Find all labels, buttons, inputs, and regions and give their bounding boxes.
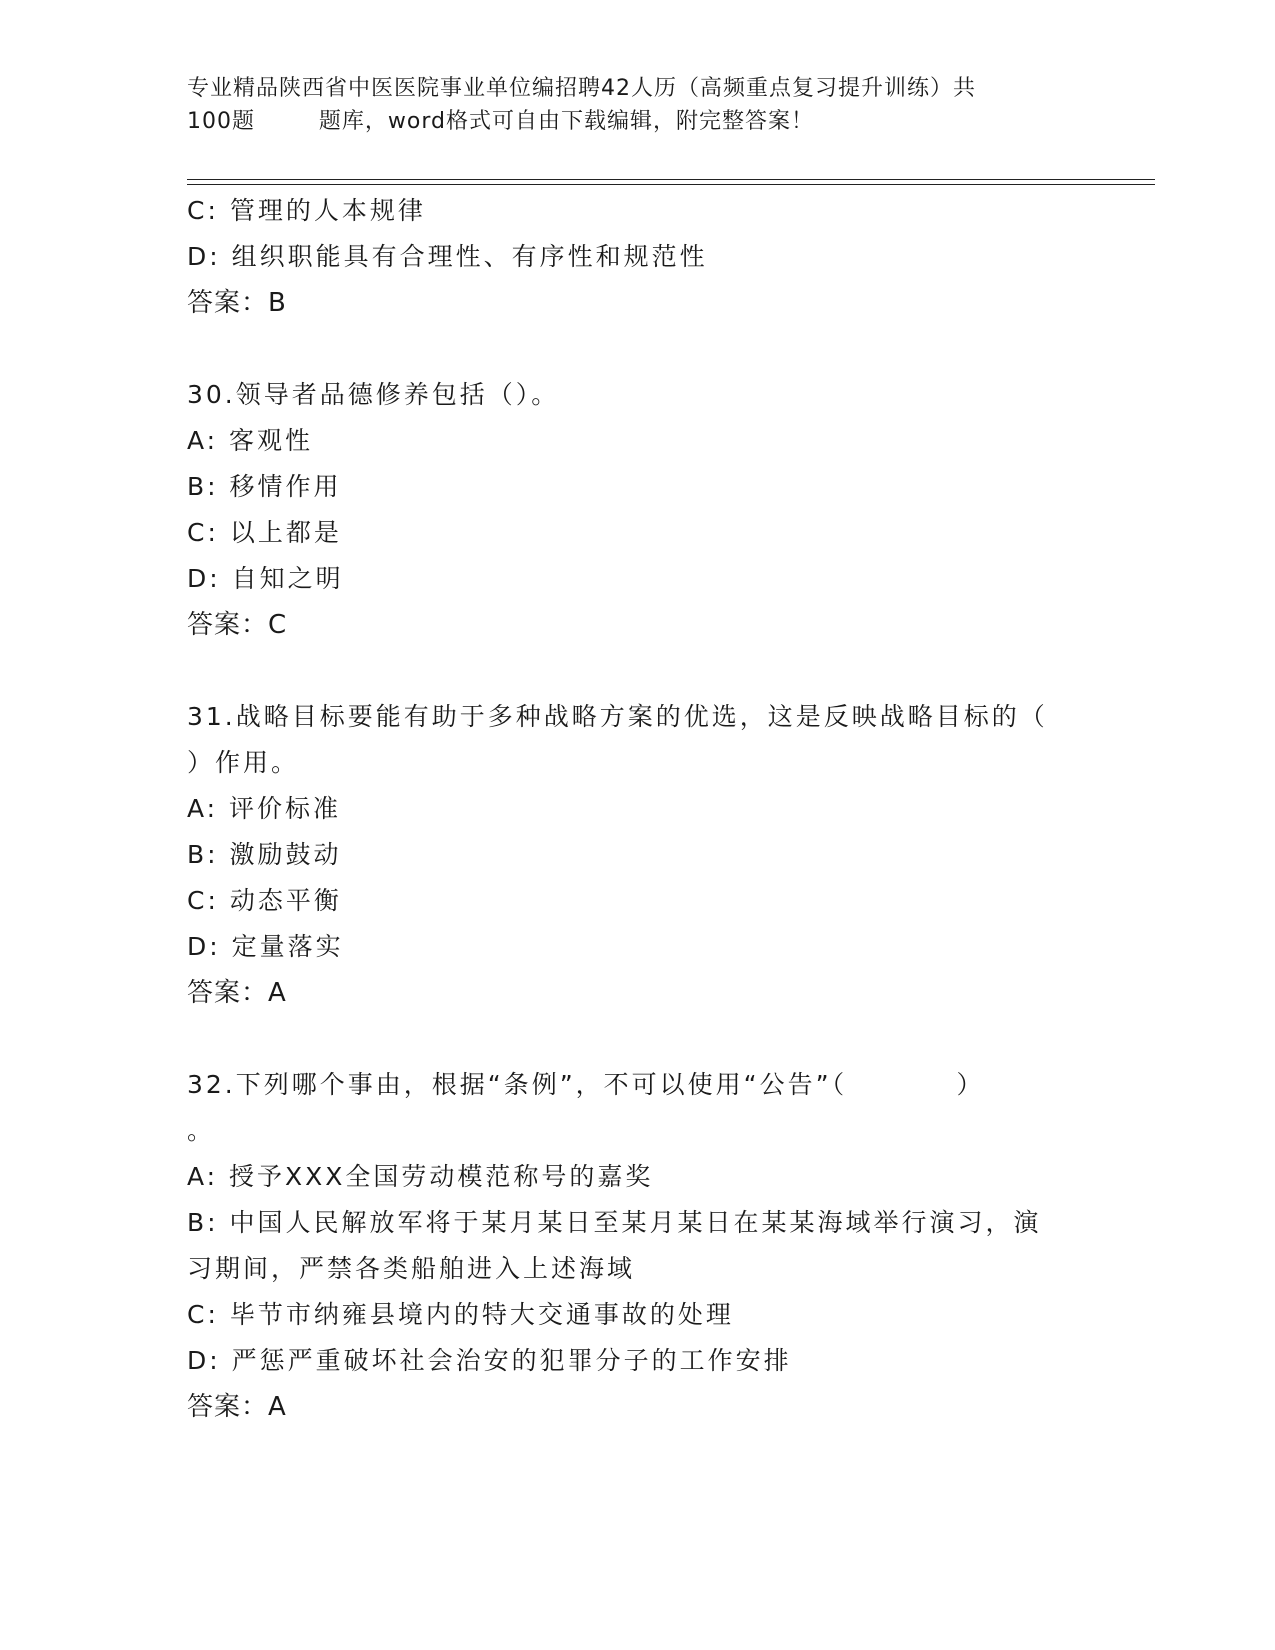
option-c: C: 管理的人本规律: [187, 196, 426, 225]
answer-line: 答案：A: [187, 1392, 287, 1422]
answer-line: 答案：A: [187, 978, 287, 1008]
option-a: A: 授予XXX全国劳动模范称号的嘉奖: [187, 1162, 654, 1191]
spacer: [187, 326, 1087, 372]
question-text-continued: 。: [187, 1116, 216, 1145]
option-c: C: 毕节市纳雍县境内的特大交通事故的处理: [187, 1300, 734, 1329]
header-line-1: 专业精品陕西省中医医院事业单位编招聘42人历（高频重点复习提升训练）共: [187, 76, 976, 101]
header-divider-top: [187, 179, 1155, 180]
question-text: 31.战略目标要能有助于多种战略方案的优选，这是反映战略目标的（: [187, 702, 1048, 731]
option-d: D: 定量落实: [187, 932, 344, 961]
option-b-continued: 习期间，严禁各类船舶进入上述海域: [187, 1254, 636, 1283]
question-block-29: [187, 188, 1087, 326]
document-header: [187, 72, 1067, 138]
question-list: [187, 188, 1087, 1430]
option-b: B: 移情作用: [187, 472, 342, 501]
option-a: A: 评价标准: [187, 794, 342, 823]
option-d: D: 组织职能具有合理性、有序性和规范性: [187, 242, 708, 271]
option-b: B: 激励鼓动: [187, 840, 342, 869]
option-c: C: 以上都是: [187, 518, 342, 547]
spacer: [187, 648, 1087, 694]
option-d: D: 自知之明: [187, 564, 344, 593]
option-c: C: 动态平衡: [187, 886, 342, 915]
spacer: [187, 1016, 1087, 1062]
question-block-32: [187, 1062, 1087, 1430]
option-a: A: 客观性: [187, 426, 314, 455]
option-b: B: 中国人民解放军将于某月某日至某月某日在某某海域举行演习，演: [187, 1208, 1042, 1237]
header-line-2: 100题 题库，word格式可自由下载编辑，附完整答案！: [187, 109, 815, 134]
answer-line: 答案：C: [187, 610, 288, 640]
question-text: 30.领导者品德修养包括（）。: [187, 380, 560, 409]
answer-line: 答案：B: [187, 288, 287, 318]
question-block-30: [187, 372, 1087, 648]
question-block-31: [187, 694, 1087, 1016]
question-text: 32.下列哪个事由，根据“条例”，不可以使用“公告”（ ）: [187, 1070, 985, 1099]
option-d: D: 严惩严重破坏社会治安的犯罪分子的工作安排: [187, 1346, 792, 1375]
header-divider-bottom: [187, 184, 1155, 185]
question-text-continued: ）作用。: [187, 748, 300, 777]
